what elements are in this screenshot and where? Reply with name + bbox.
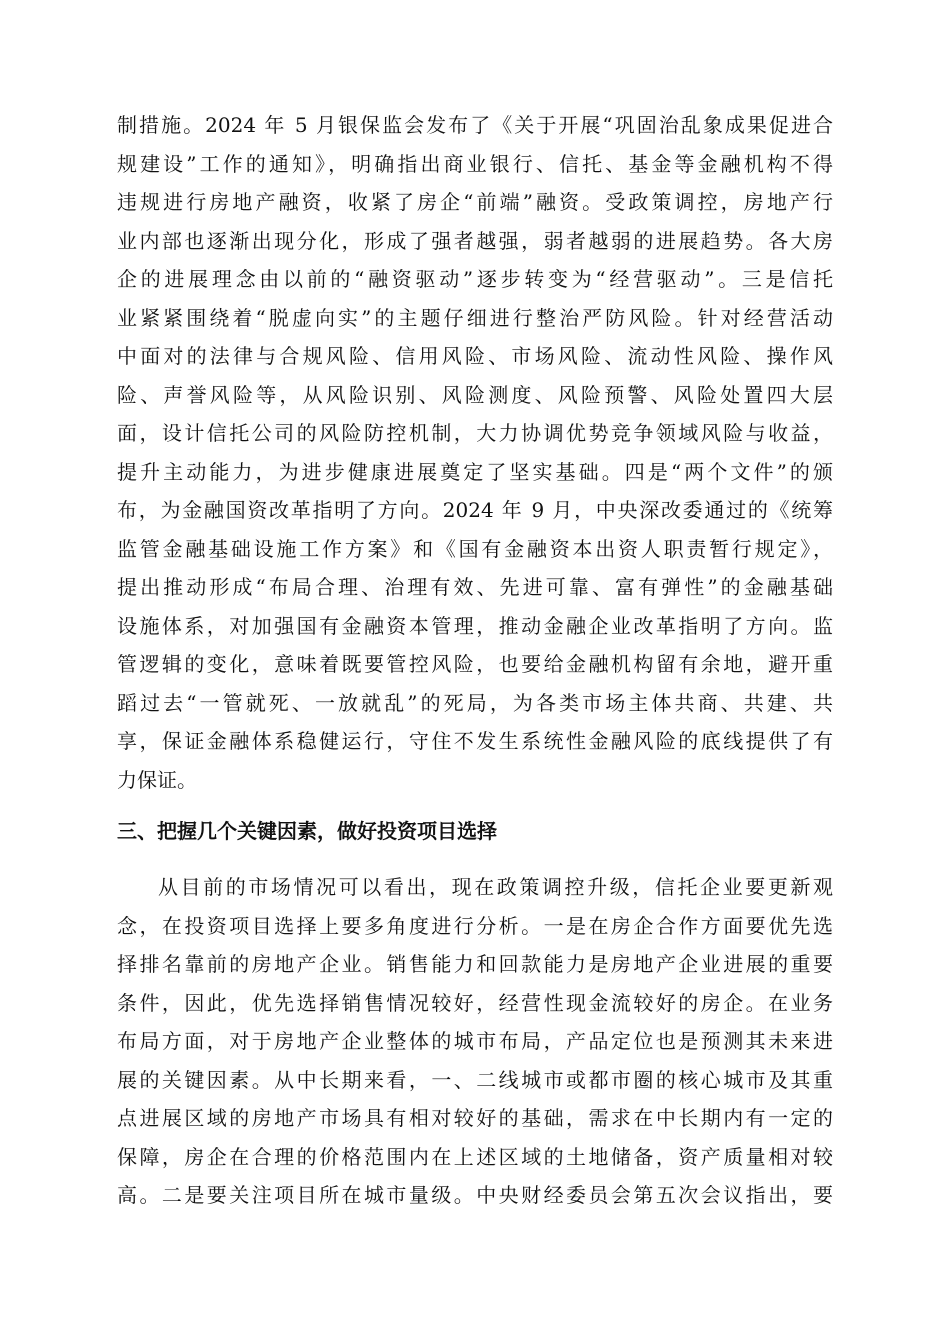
text-line: 享，保证金融体系稳健运行，守住不发生系统性金融风险的底线提供了有 — [117, 729, 833, 753]
text-line: 从目前的市场情况可以看出，现在政策调控升级，信托企业要更新观 — [158, 875, 833, 899]
text-line: 业紧紧围绕着“脱虚向实”的主题仔细进行整治严防风险。针对经营活动 — [117, 305, 833, 330]
text-line: 提升主动能力，为进步健康进展奠定了坚实基础。四是“两个文件”的颁 — [117, 459, 833, 484]
text-line: 点进展区域的房地产市场具有相对较好的基础，需求在中长期内有一定的 — [117, 1106, 833, 1130]
text-line: 违规进行房地产融资，收紧了房企“前端”融资。受政策调控，房地产行 — [117, 190, 833, 214]
text-line: 展的关键因素。从中长期来看，一、二线城市或都市圈的核心城市及其重 — [117, 1067, 833, 1092]
text-line: 择排名靠前的房地产企业。销售能力和回款能力是房地产企业进展的重要 — [117, 952, 833, 976]
text-line: 提出推动形成“布局合理、治理有效、先进可靠、富有弹性”的金融基础 — [117, 575, 833, 599]
text-line: 制措施。2024 年 5 月银保监会发布了《关于开展“巩固治乱象成果促进合 — [117, 113, 833, 137]
text-line: 高。二是要关注项目所在城市量级。中央财经委员会第五次会议指出，要 — [117, 1183, 833, 1207]
body-paragraph-2 — [117, 868, 833, 1215]
text-line: 险、声誉风险等，从风险识别、风险测度、风险预警、风险处置四大层 — [117, 382, 833, 407]
text-line: 业内部也逐渐出现分化，形成了强者越强，弱者越弱的进展趋势。各大房 — [117, 228, 833, 253]
text-line: 保障，房企在合理的价格范围内在上述区域的土地储备，资产质量相对较 — [117, 1144, 833, 1169]
text-line: 蹈过去“一管就死、一放就乱”的死局，为各类市场主体共商、共建、共 — [117, 690, 833, 715]
text-line: 面，设计信托公司的风险防控机制，大力协调优势竞争领域风险与收益， — [117, 421, 833, 445]
text-line: 中面对的法律与合规风险、信用风险、市场风险、流动性风险、操作风 — [117, 344, 833, 368]
text-line: 监管金融基础设施工作方案》和《国有金融资本出资人职责暂行规定》， — [117, 536, 833, 561]
section-heading: 三、把握几个关键因素，做好投资项目选择 — [117, 819, 497, 843]
text-line: 企的进展理念由以前的“融资驱动”逐步转变为“经营驱动”。三是信托 — [117, 267, 833, 291]
text-line: 条件，因此，优先选择销售情况较好，经营性现金流较好的房企。在业务 — [117, 990, 833, 1015]
text-line: 力保证。 — [117, 767, 197, 792]
body-paragraph-1 — [117, 106, 833, 799]
text-line: 布局方面，对于房地产企业整体的城市布局，产品定位也是预测其未来进 — [117, 1029, 833, 1053]
text-line: 布，为金融国资改革指明了方向。2024 年 9 月，中央深改委通过的《统筹 — [117, 498, 833, 522]
text-line: 规建设”工作的通知》，明确指出商业银行、信托、基金等金融机构不得 — [117, 151, 833, 176]
text-line: 设施体系，对加强国有金融资本管理，推动金融企业改革指明了方向。监 — [117, 613, 833, 638]
text-line: 念，在投资项目选择上要多角度进行分析。一是在房企合作方面要优先选 — [117, 913, 833, 938]
text-line: 管逻辑的变化，意味着既要管控风险，也要给金融机构留有余地，避开重 — [117, 652, 833, 676]
